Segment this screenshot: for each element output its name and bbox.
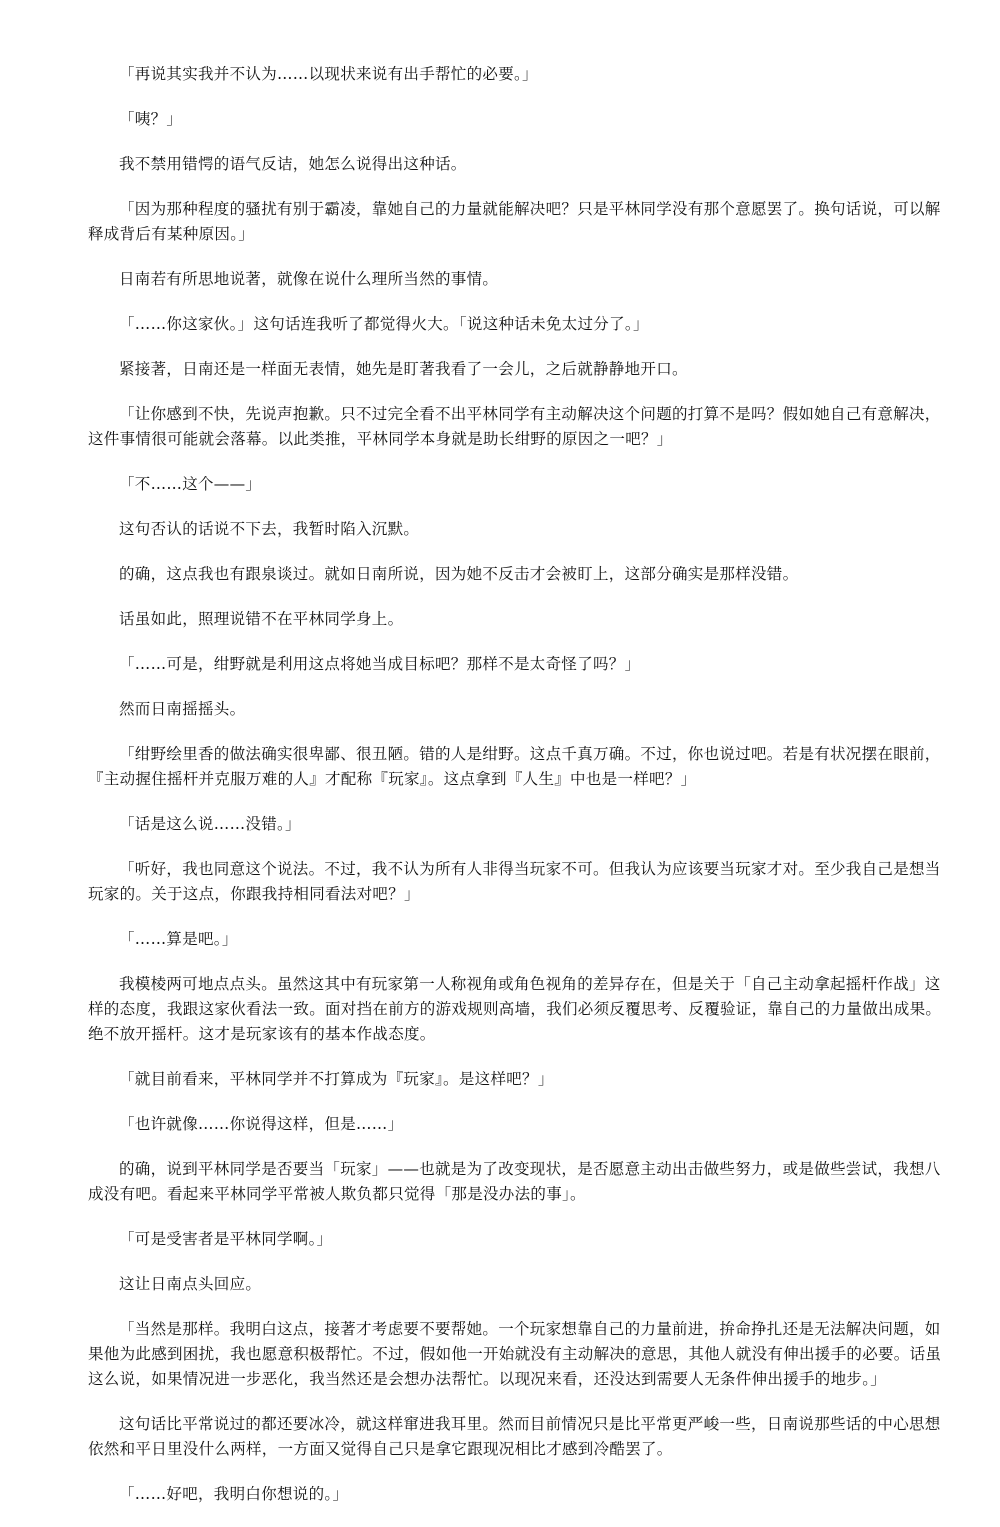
paragraph: 日南若有所思地说著，就像在说什么理所当然的事情。 [119, 270, 499, 288]
paragraph: 「因为那种程度的骚扰有别于霸凌，靠她自己的力量就能解决吧？只是平林同学没有那个意愿罢了。换句话说，可以解释成背后有某种原因。」 [88, 200, 941, 243]
paragraph: 「绀野绘里香的做法确实很卑鄙、很丑陋。错的人是绀野。这点千真万确。不过，你也说过吧。若是有状况摆在眼前，『主动握住摇杆并克服万难的人』才配称『玩家』。这点拿到『人生』中也是一样吧？」 [88, 745, 941, 788]
paragraph: 「……好吧，我明白你想说的。」 [119, 1485, 349, 1503]
paragraph: 这句话比平常说过的都还要冰冷，就这样窜进我耳里。然而目前情况只是比平常更严峻一些，日南说那些话的中心思想依然和平日里没什么两样，一方面又觉得自己只是拿它跟现况相比才感到冷酷罢了。 [88, 1415, 941, 1458]
paragraph: 「听好，我也同意这个说法。不过，我不认为所有人非得当玩家不可。但我认为应该要当玩家才对。至少我自己是想当玩家的。关于这点，你跟我持相同看法对吧？」 [88, 860, 941, 903]
paragraph: 话虽如此，照理说错不在平林同学身上。 [119, 610, 404, 628]
paragraph: 「话是这么说……没错。」 [119, 815, 301, 833]
paragraph: 「就目前看来，平林同学并不打算成为『玩家』。是这样吧？」 [119, 1070, 554, 1088]
paragraph: 紧接著，日南还是一样面无表情，她先是盯著我看了一会儿，之后就静静地开口。 [119, 360, 688, 378]
paragraph: 我模棱两可地点点头。虽然这其中有玩家第一人称视角或角色视角的差异存在，但是关于「自己主动拿起摇杆作战」这样的态度，我跟这家伙看法一致。面对挡在前方的游戏规则高墙，我们必须反覆思考、反覆验证，靠自己的力量做出成果。绝不放开摇杆。这才是玩家该有的基本作战态度。 [88, 975, 942, 1043]
paragraph: 「……算是吧。」 [119, 930, 238, 948]
paragraph: 这句否认的话说不下去，我暂时陷入沉默。 [119, 520, 420, 538]
paragraph: 「……可是，绀野就是利用这点将她当成目标吧？那样不是太奇怪了吗？」 [119, 655, 641, 673]
paragraph: 「再说其实我并不认为……以现状来说有出手帮忙的必要。」 [119, 65, 538, 83]
paragraph: 「让你感到不快，先说声抱歉。只不过完全看不出平林同学有主动解决这个问题的打算不是吗？假如她自己有意解决，这件事情很可能就会落幕。以此类推，平林同学本身就是助长绀野的原因之一吧？」 [88, 405, 941, 448]
paragraph: 「也许就像……你说得这样，但是……」 [119, 1115, 404, 1133]
paragraph: 的确，说到平林同学是否要当「玩家」——也就是为了改变现状，是否愿意主动出击做些努力，或是做些尝试，我想八成没有吧。看起来平林同学平常被人欺负都只觉得「那是没办法的事」。 [88, 1160, 941, 1203]
paragraph: 「可是受害者是平林同学啊。」 [119, 1230, 333, 1248]
paragraph: 「当然是那样。我明白这点，接著才考虑要不要帮她。一个玩家想靠自己的力量前进，拚命挣扎还是无法解决问题，如果他为此感到困扰，我也愿意积极帮忙。不过，假如他一开始就没有主动解决的意思，其他人就没有伸出援手的必要。话虽这么说，如果情况进一步恶化，我当然还是会想办法帮忙。以现况来看，还没达到需要人无条件伸出援手的地步。」 [88, 1320, 942, 1388]
paragraph: 「不……这个——」 [119, 475, 262, 493]
paragraph: 这让日南点头回应。 [119, 1275, 262, 1293]
paragraph: 「咦？」 [119, 110, 183, 128]
paragraph: 然而日南摇摇头。 [119, 700, 246, 718]
paragraph: 的确，这点我也有跟泉谈过。就如日南所说，因为她不反击才会被盯上，这部分确实是那样没错。 [119, 565, 799, 583]
document-body [88, 62, 950, 1527]
paragraph: 我不禁用错愕的语气反诘，她怎么说得出这种话。 [119, 155, 467, 173]
paragraph: 「……你这家伙。」这句话连我听了都觉得火大。「说这种话未免太过分了。」 [119, 315, 649, 333]
